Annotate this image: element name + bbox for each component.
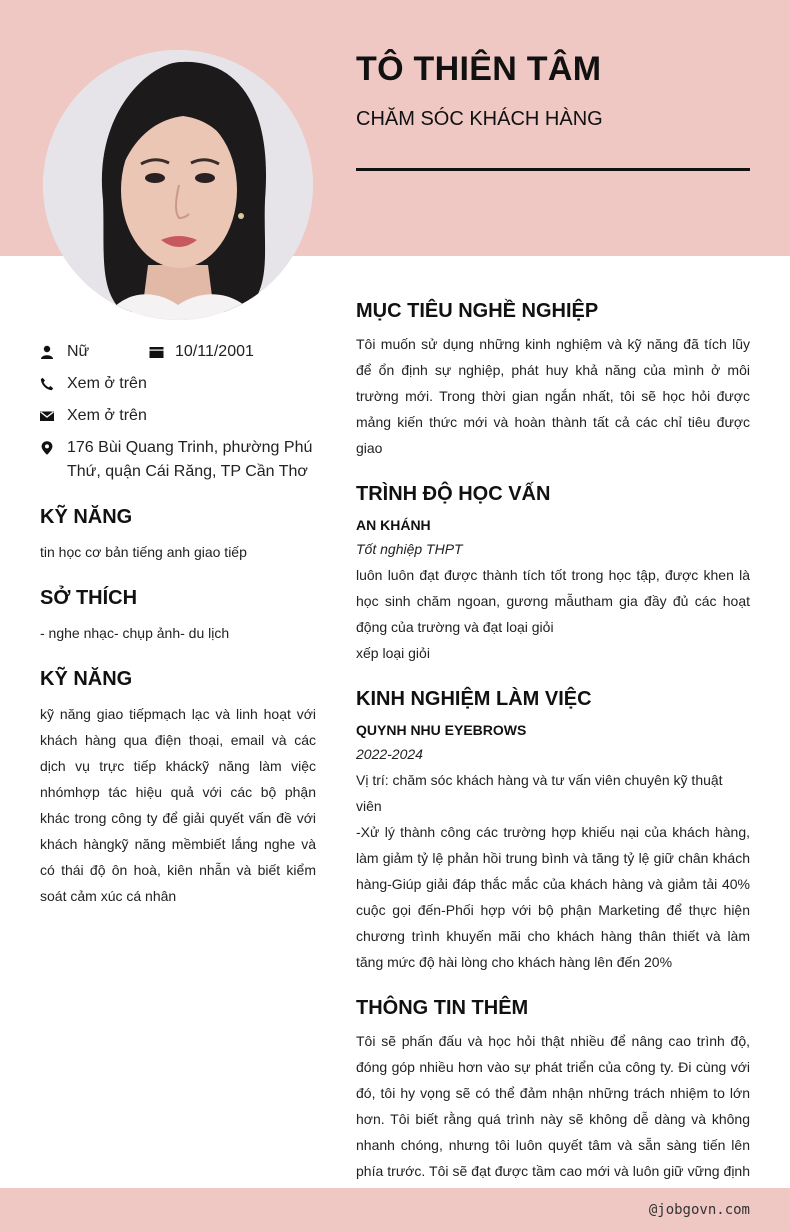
mail-icon — [40, 404, 67, 428]
experience-section — [356, 688, 750, 975]
job-position: CHĂM SÓC KHÁCH HÀNG — [356, 108, 603, 130]
gender-value: Nữ — [67, 343, 90, 360]
candidate-name: TÔ THIÊN TÂM — [356, 50, 602, 88]
right-column — [356, 300, 750, 1231]
education-heading: TRÌNH ĐỘ HỌC VẤN — [356, 483, 551, 505]
soft-skills-heading: KỸ NĂNG — [40, 668, 133, 690]
address-row — [40, 436, 316, 484]
education-rank: xếp loại giỏi — [356, 645, 430, 661]
profile-photo — [43, 50, 313, 320]
calendar-icon — [149, 340, 175, 364]
phone-row — [40, 372, 316, 396]
email-value: Xem ở trên — [67, 407, 147, 424]
address-value: 176 Bùi Quang Trinh, phường Phú Thứ, quận Cái Răng, TP Cần Thơ — [67, 439, 313, 480]
additional-text: Tôi sẽ phấn đấu và học hỏi thật nhiều để nâng cao trình độ, đóng góp nhiều hơn vào sự phát triển của công ty. Đi cùng với đó, tôi hy vọng sẽ có thể đảm nhận những trách nhiệm to lớn hơn. Tôi biết rằng quá trình này sẽ không dễ dàng và không nhanh chóng, nhưng tôi luôn quyết tâm và sẵn sàng tiến lên phía trước. Tôi sẽ đạt được tầm cao mới và luôn giữ vững định — [356, 1033, 750, 1179]
company-name: QUYNH NHU EYEBROWS — [356, 722, 527, 738]
education-section — [356, 483, 750, 666]
phone-icon — [40, 372, 67, 396]
objective-text: Tôi muốn sử dụng những kinh nghiệm và kỹ năng đã tích lũy để ổn định sự nghiệp, phát huy khả năng của mình ở môi trường mới. Trong thời gian ngắn nhất, tôi sẽ học hỏi được mảng kiến thức mới và hoàn thành tất cả các chỉ tiêu được giao — [356, 336, 750, 456]
skills-heading: KỸ NĂNG — [40, 506, 133, 528]
additional-section — [356, 997, 750, 1210]
objective-section — [356, 300, 750, 461]
email-row — [40, 404, 316, 428]
gender-birthday-row — [40, 340, 316, 364]
hobbies-heading: SỞ THÍCH — [40, 587, 138, 609]
person-icon — [40, 340, 67, 364]
hobbies-text: - nghe nhạc- chụp ảnh- du lịch — [40, 625, 230, 641]
objective-heading: MỤC TIÊU NGHỀ NGHIỆP — [356, 300, 599, 322]
left-column — [40, 340, 316, 909]
location-pin-icon — [40, 436, 67, 460]
watermark: @jobgovn.com — [648, 1202, 750, 1218]
experience-heading: KINH NGHIỆM LÀM VIỆC — [356, 688, 592, 710]
header-divider — [356, 168, 750, 171]
experience-text: -Xử lý thành công các trường hợp khiếu nại của khách hàng, làm giảm tỷ lệ phản hồi trung bình và tăng tỷ lệ giữ chân khách hàng-Giúp giải đáp thắc mắc của khách hàng và giảm tải 40% cuộc gọi đến-Phối hợp với bộ phận Marketing để thực hiện chương trình khuyến mãi cho khách hàng thân thiết và làm tăng mức độ hài lòng cho khách hàng lên đến 20% — [356, 824, 750, 970]
birthday-value: 10/11/2001 — [175, 343, 254, 360]
school-name: AN KHÁNH — [356, 517, 431, 533]
skills-text: tin học cơ bản tiếng anh giao tiếp — [40, 544, 247, 560]
soft-skills-text: kỹ năng giao tiếpmạch lạc và linh hoạt với khách hàng qua điện thoại, email và các dịch vụ trực tiếp kháckỹ năng làm việc nhómhợp tác hiệu quả với các bộ phận khác trong công ty để giải quyết vấn đề với khách hàngkỹ năng mềmbiết lắng nghe và có thái độ ôn hoà, kiên nhẫn và biết kiểm soát cảm xúc cá nhân — [40, 706, 316, 904]
degree: Tốt nghiệp THPT — [356, 541, 463, 557]
work-period: 2022-2024 — [356, 746, 423, 762]
additional-heading: THÔNG TIN THÊM — [356, 997, 529, 1019]
job-role: Vị trí: chăm sóc khách hàng và tư vấn viên chuyên kỹ thuật viên — [356, 772, 723, 814]
phone-value: Xem ở trên — [67, 375, 147, 392]
education-text: luôn luôn đạt được thành tích tốt trong học tập, được khen là học sinh chăm ngoan, gương mẫutham gia đầy đủ các hoạt động của trường và đạt loại giỏi — [356, 567, 750, 635]
